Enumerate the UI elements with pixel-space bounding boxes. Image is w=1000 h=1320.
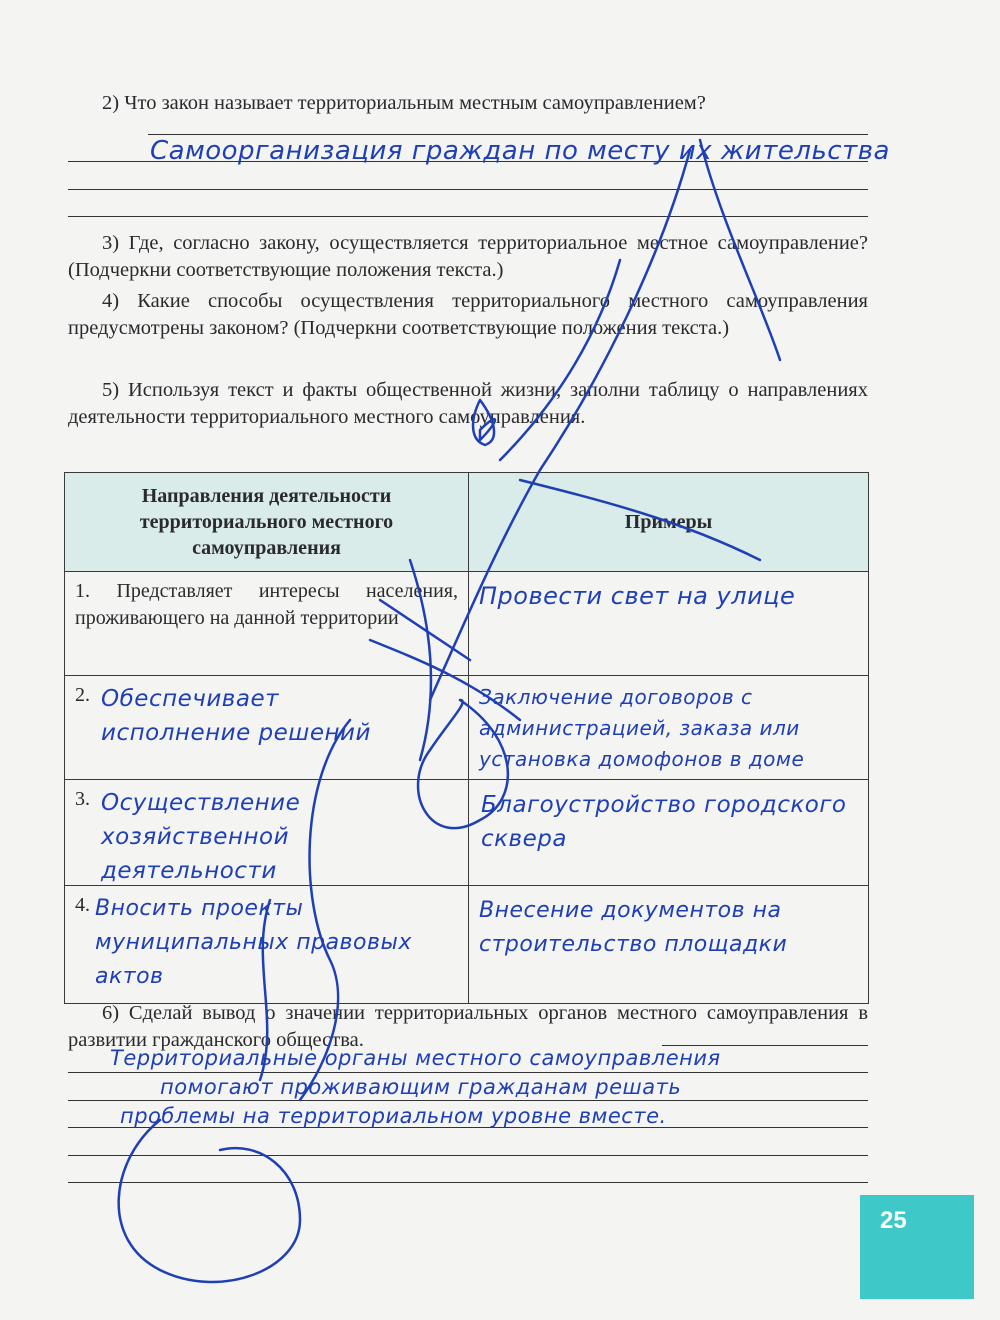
handwritten-example: Внесение документов на строительство площадки [479, 898, 788, 957]
printed-direction: Представляет интересы населения, проживающего на данной территории [75, 580, 459, 629]
header-examples: Примеры [469, 473, 869, 572]
handwritten-example: Благоустройство городского сквера [481, 792, 847, 852]
header-directions: Направления деятельности территориального местного самоуправления [65, 473, 469, 572]
handwritten-example: Провести свет на улице [479, 582, 796, 610]
row-number: 4. [75, 894, 90, 916]
question-3: 3) Где, согласно закону, осуществляется территориальное местное самоуправление? (Подчеркни соответствующие положения текста.) [68, 232, 868, 281]
row-number: 2. [75, 684, 90, 706]
handwritten-direction: Осуществление хозяйственной деятельности [101, 790, 301, 884]
handwritten-conclusion-line: проблемы на территориальном уровне вместе. [120, 1104, 667, 1128]
page-number: 25 [880, 1207, 907, 1234]
handwritten-direction: Обеспечивает исполнение решений [101, 686, 371, 746]
handwritten-example: Заключение договоров с администрацией, заказа или установка домофонов в доме [479, 685, 805, 771]
row-number: 3. [75, 788, 90, 810]
handwritten-conclusion-line: Территориальные органы местного самоуправления [110, 1046, 721, 1070]
question-5: 5) Используя текст и факты общественной жизни, заполни таблицу о направлениях деятельности территориального местного самоуправления. [68, 379, 868, 428]
question-4: 4) Какие способы осуществления территориального местного самоуправления предусмотрены законом? (Подчеркни соответствующие положения текста.) [68, 290, 868, 339]
handwritten-answer-2: Самоорганизация граждан по месту их жительства [150, 136, 890, 166]
question-6: 6) Сделай вывод о значении территориальных органов местного самоуправления в развитии гражданского общества. [68, 1002, 868, 1051]
row-number: 1. [75, 580, 90, 602]
handwritten-conclusion-line: помогают проживающим гражданам решать [160, 1075, 682, 1099]
handwritten-direction: Вносить проекты муниципальных правовых актов [95, 896, 412, 989]
page-number-tab [860, 1195, 974, 1299]
question-2: 2) Что закон называет территориальным местным самоуправлением? [102, 92, 706, 114]
scribble-strokes [119, 140, 780, 1282]
